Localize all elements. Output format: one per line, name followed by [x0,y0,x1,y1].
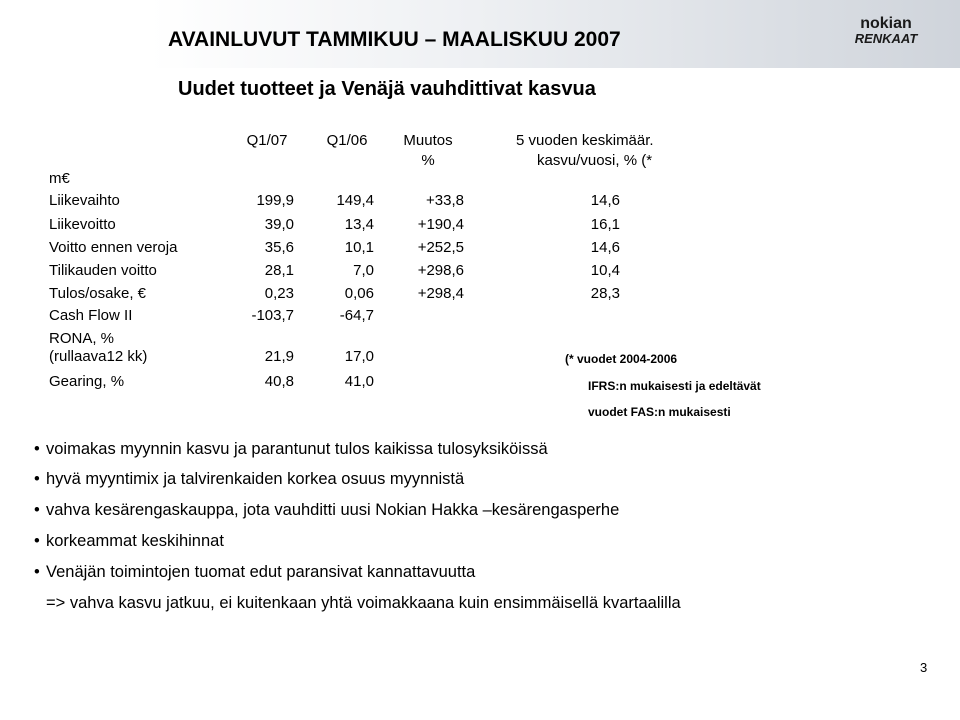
row-label: Liikevaihto [49,192,120,209]
cell-cagr: 14,6 [590,239,620,256]
cell-q1-06: 149,4 [336,192,374,209]
col-header-change: Muutos [403,132,453,149]
col-header-q1-06: Q1/06 [326,132,368,149]
row-label: RONA, % [49,330,115,347]
row-label: Liikevoitto [49,216,116,233]
cell-q1-07: 21,9 [264,348,294,365]
cell-q1-06: 10,1 [344,239,374,256]
row-label: Tulos/osake, € [49,285,146,302]
cell-q1-07: 0,23 [264,285,294,302]
list-item: • hyvä myyntimix ja talvirenkaiden korkea osuus myynnistä [34,470,465,488]
cell-change: +190,4 [417,216,464,233]
cell-q1-07: 35,6 [264,239,294,256]
slide-subtitle: Uudet tuotteet ja Venäjä vauhdittivat kasvua [178,78,596,100]
row-label-sub: (rullaava12 kk) [49,348,148,365]
col-header-cagr: 5 vuoden keskimäär. [516,132,654,149]
footnote-ifrs: IFRS:n mukaisesti ja edeltävät [588,379,761,393]
cell-change: +298,6 [417,262,464,279]
cell-change: +252,5 [417,239,464,256]
unit-label: m€ [49,170,70,187]
slide-title: AVAINLUVUT TAMMIKUU – MAALISKUU 2007 [168,28,621,51]
row-label: Cash Flow II [49,307,133,324]
bullet-icon: • [34,470,40,488]
conclusion-line: => vahva kasvu jatkuu, ei kuitenkaan yhtä voimakkaana kuin ensimmäisellä kvartaalilla [46,594,681,612]
footnote-period: (* vuodet 2004-2006 [565,352,678,366]
row-label: Gearing, % [49,373,125,390]
cell-q1-06: 17,0 [344,348,374,365]
cell-q1-07: 28,1 [264,262,294,279]
cell-q1-06: 13,4 [344,216,374,233]
cell-q1-07: -103,7 [251,307,294,324]
cell-q1-06: 7,0 [353,262,374,279]
col-header-q1-07: Q1/07 [246,132,288,149]
cell-cagr: 10,4 [590,262,620,279]
cell-q1-06: 41,0 [344,373,374,390]
list-item: • voimakas myynnin kasvu ja parantunut tulos kaikissa tulosyksiköissä [34,440,548,458]
bullet-icon: • [34,532,40,550]
cell-q1-06: -64,7 [339,307,374,324]
list-item: • Venäjän toimintojen tuomat edut paransivat kannattavuutta [34,563,476,581]
bullet-icon: • [34,440,40,458]
row-label: Voitto ennen veroja [49,239,178,256]
list-item: • korkeammat keskihinnat [34,532,224,550]
logo-line2: RENKAAT [854,31,918,44]
col-header-change-unit: % [421,152,435,169]
page-number: 3 [920,660,928,675]
cell-change: +298,4 [417,285,464,302]
cell-q1-06: 0,06 [344,285,374,302]
cell-cagr: 28,3 [590,285,620,302]
cell-q1-07: 199,9 [256,192,294,209]
cell-q1-07: 40,8 [264,373,294,390]
bullet-icon: • [34,501,40,519]
cell-q1-07: 39,0 [264,216,294,233]
col-header-cagr-unit: kasvu/vuosi, % (* [537,152,653,169]
bullet-icon: • [34,563,40,581]
cell-change: +33,8 [426,192,464,209]
cell-cagr: 16,1 [590,216,620,233]
nokian-renkaat-logo [822,14,950,44]
row-label: Tilikauden voitto [49,262,157,279]
footnote-fas: vuodet FAS:n mukaisesti [588,405,731,419]
logo-line1: nokian [860,15,912,32]
list-item: • vahva kesärengaskauppa, jota vauhditti uusi Nokian Hakka –kesärengasperhe [34,501,620,519]
cell-cagr: 14,6 [590,192,620,209]
